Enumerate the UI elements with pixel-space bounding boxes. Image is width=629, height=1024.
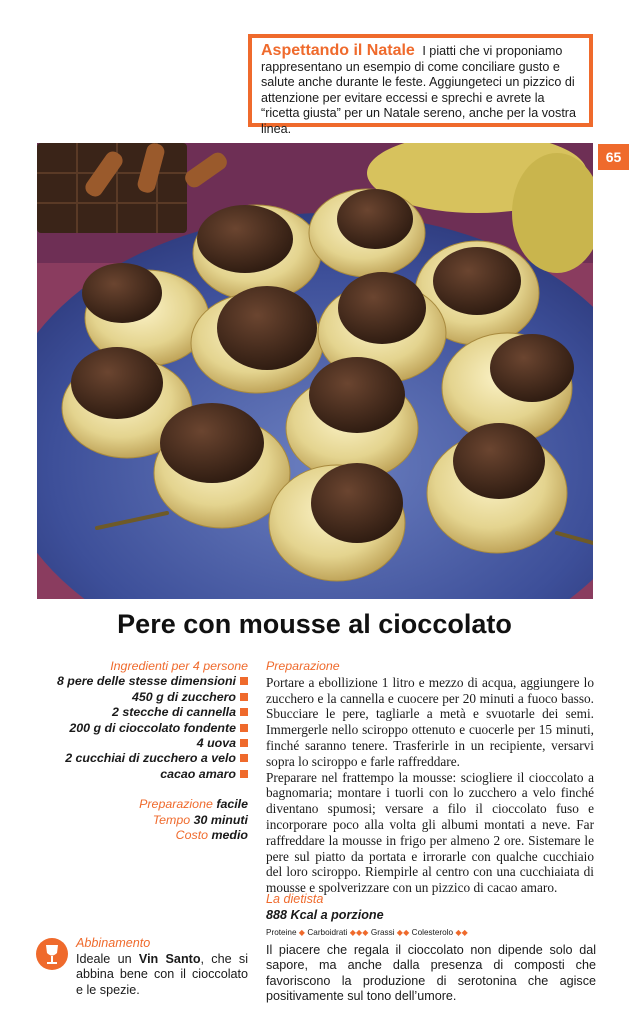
ingredients-list (40, 659, 248, 843)
wine-glass-icon (36, 938, 68, 970)
info-label: Costo (175, 828, 209, 843)
preparation-heading: Preparazione (266, 659, 340, 673)
ingredient-text: 450 g di zucchero (132, 689, 236, 704)
nutrient-levels (266, 925, 596, 941)
info-label: Preparazione (139, 797, 213, 812)
preparation-paragraph: Preparare nel frattempo la mousse: sciogliere il cioccolato a bagnomaria; montare i tuorli con lo zucchero a velo finché diventano spumosi; versare a filo il cioccolato fuso e incorporare poco alla volta gli albumi montati a neve. Far raffreddare la mousse in frigo per almeno 2 ore. Sistemare le pere sul piatto da portata e irrorarle con qualche cucchiaio del loro sciroppo. Riempirle al centro con una cucchiaiata di mousse e spolverizzare con un pizzico di cacao amaro. (266, 769, 594, 896)
bullet-square-icon (240, 693, 248, 701)
ingredient-item (40, 705, 248, 720)
bullet-square-icon (240, 754, 248, 762)
pairing-post: , che si abbina bene con il cioccolato e le spezie. (76, 951, 248, 997)
info-cost (40, 828, 248, 843)
bullet-square-icon (240, 739, 248, 747)
nutrient-level: ◆◆ (455, 928, 468, 937)
ingredient-item (40, 767, 248, 782)
nutrient-level: ◆ (298, 928, 306, 937)
ingredient-item (40, 674, 248, 689)
ingredient-item (40, 751, 248, 766)
info-label: Tempo (152, 812, 191, 827)
bullet-square-icon (240, 708, 248, 716)
nutrient-label: Grassi (370, 928, 395, 937)
ingredient-item (40, 736, 248, 751)
recipe-photo (37, 143, 593, 599)
ingredients-heading: Ingredienti per 4 persone (110, 659, 248, 673)
ingredient-text: 2 stecche di cannella (112, 705, 236, 720)
info-value: facile (216, 797, 248, 812)
nutrient-label: Proteine (266, 928, 297, 937)
pairing-section (76, 936, 248, 998)
pairing-text (76, 952, 248, 999)
bullet-square-icon (240, 724, 248, 732)
bullet-square-icon (240, 770, 248, 778)
ingredient-item (40, 690, 248, 705)
ingredient-text: 200 g di cioccolato fondente (69, 720, 236, 735)
nutrient-level: ◆◆ (396, 928, 410, 937)
dietitian-heading: La dietista (266, 892, 324, 906)
ingredient-item (40, 721, 248, 736)
info-value: medio (211, 828, 248, 843)
ingredient-text: cacao amaro (160, 766, 236, 781)
ingredient-text: 8 pere delle stesse dimensioni (56, 674, 236, 689)
intro-text: I piatti che vi proponiamo rappresentano un esempio di come conciliare gusto e salute anche durante le feste. Aggiungeteci un pizzico di attenzione per evitare eccessi e sprechi e avrete la “ricetta giusta” per un Natale sereno, anche per la vostra linea. (261, 44, 577, 136)
intro-box (248, 34, 593, 136)
nutrient-label: Carboidrati (307, 928, 348, 937)
info-difficulty (40, 797, 248, 812)
nutrient-level: ◆◆◆ (349, 928, 369, 937)
kcal-value: 888 Kcal a porzione (266, 907, 384, 922)
page-number: 65 (598, 144, 629, 170)
pairing-pre: Ideale un (76, 951, 139, 966)
nutrient-label: Colesterolo (411, 928, 454, 937)
preparation-paragraph: Portare a ebollizione 1 litro e mezzo di acqua, aggiungere lo zucchero e la cannella e cuocere per 20 minuti a fuoco basso. Sbucciare le pere, tagliarle a metà e svuotarle dei semi. Immergerle nello sciroppo ottenuto e cuocerle per 15 minuti, finché saranno tenere. Trasferirle in un recipiente, versarvi sopra lo sciroppo e farle raffreddare. (266, 674, 594, 769)
ingredient-text: 4 uova (196, 736, 236, 751)
intro-title: Aspettando il Natale (261, 42, 415, 59)
bullet-square-icon (240, 677, 248, 685)
recipe-title: Pere con mousse al cioccolato (117, 609, 512, 639)
info-time (40, 813, 248, 828)
recipe-info (40, 797, 248, 843)
preparation-section (266, 659, 594, 896)
pairing-wine: Vin Santo (138, 951, 201, 966)
dietitian-section (266, 892, 596, 1005)
dietitian-text: Il piacere che regala il cioccolato non dipende solo dal sapore, ma anche dalla presenza di composti che favoriscono la produzione di serotonina che agisce positivamente sul tono dell’umore. (266, 942, 596, 1003)
info-value: 30 minuti (193, 812, 248, 827)
pairing-heading: Abbinamento (76, 936, 151, 950)
ingredient-text: 2 cucchiai di zucchero a velo (65, 751, 236, 766)
